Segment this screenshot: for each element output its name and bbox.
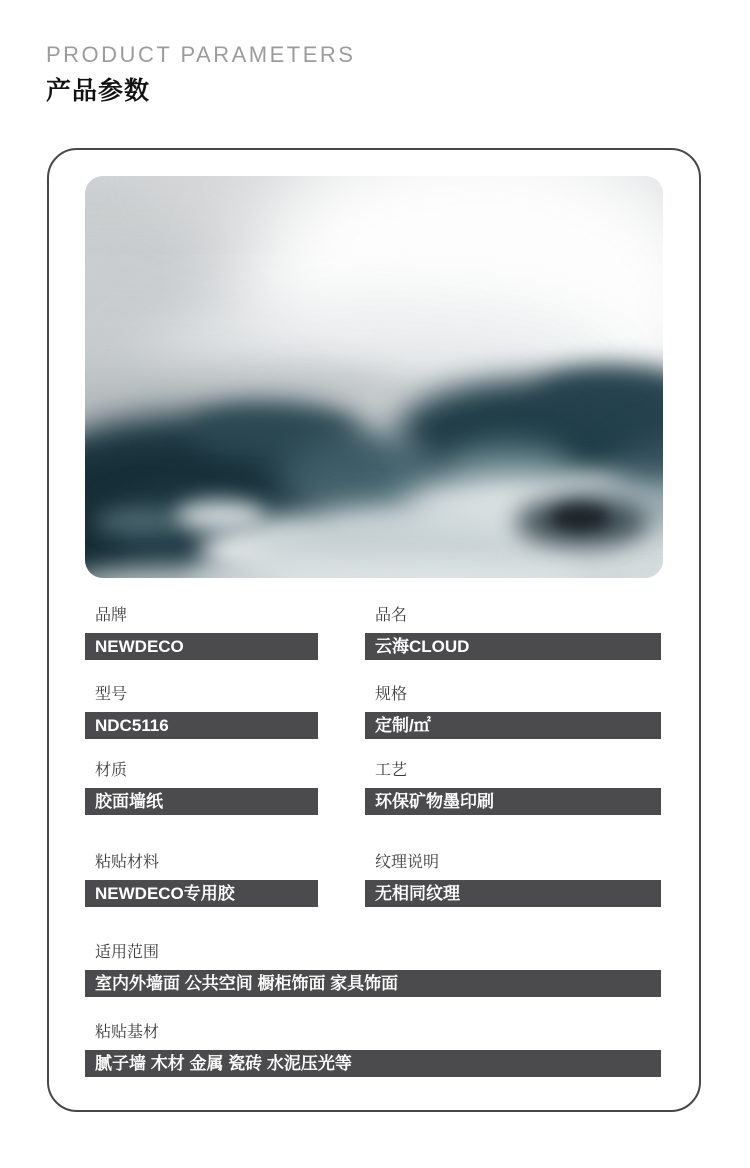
param-label: 适用范围: [95, 944, 160, 961]
param-value-bar: [365, 712, 661, 739]
page-title-en: PRODUCT PARAMETERS: [46, 42, 356, 67]
param-label: 纹理说明: [375, 854, 440, 871]
param-field-craft: [365, 761, 661, 815]
param-label: 型号: [95, 686, 128, 703]
param-value: NEWDECO: [95, 637, 184, 656]
param-value-bar: [365, 880, 661, 907]
cloud-sea-illustration: [85, 176, 663, 578]
param-value-bar: [365, 788, 661, 815]
param-label: 粘贴材料: [95, 854, 160, 871]
param-value: 胶面墙纸: [95, 792, 163, 811]
param-label: 规格: [375, 686, 408, 703]
param-value: NEWDECO专用胶: [95, 884, 235, 903]
param-label: 品牌: [95, 607, 128, 624]
param-value: 无相同纹理: [375, 884, 460, 903]
param-value-bar: [85, 788, 318, 815]
param-value: 室内外墙面 公共空间 橱柜饰面 家具饰面: [95, 974, 399, 993]
param-label: 工艺: [375, 762, 408, 779]
param-field-material: [85, 761, 318, 815]
product-artwork-cloud-sea: [85, 176, 663, 578]
param-label: 粘贴基材: [95, 1024, 160, 1041]
param-field-model: [85, 685, 318, 739]
param-label: 品名: [375, 607, 408, 624]
page-title-cn: 产品参数: [46, 77, 151, 105]
param-field-texture: [365, 853, 661, 907]
param-value: 云海CLOUD: [375, 637, 470, 656]
param-value-bar: [85, 880, 318, 907]
param-value: 腻子墙 木材 金属 瓷砖 水泥压光等: [95, 1054, 352, 1073]
param-label: 材质: [95, 762, 128, 779]
param-field-scope: [85, 943, 661, 997]
param-field-product-name: [365, 606, 661, 660]
param-field-brand: [85, 606, 318, 660]
param-field-spec: [365, 685, 661, 739]
param-value: NDC5116: [95, 716, 169, 735]
param-value-bar: [85, 633, 318, 660]
param-value: 环保矿物墨印刷: [375, 792, 494, 811]
param-value: 定制/㎡: [375, 716, 431, 735]
param-value-bar: [85, 712, 318, 739]
param-value-bar: [365, 633, 661, 660]
param-field-substrate: [85, 1023, 661, 1077]
param-value-bar: [85, 1050, 661, 1077]
param-value-bar: [85, 970, 661, 997]
param-field-adhesive: [85, 853, 318, 907]
